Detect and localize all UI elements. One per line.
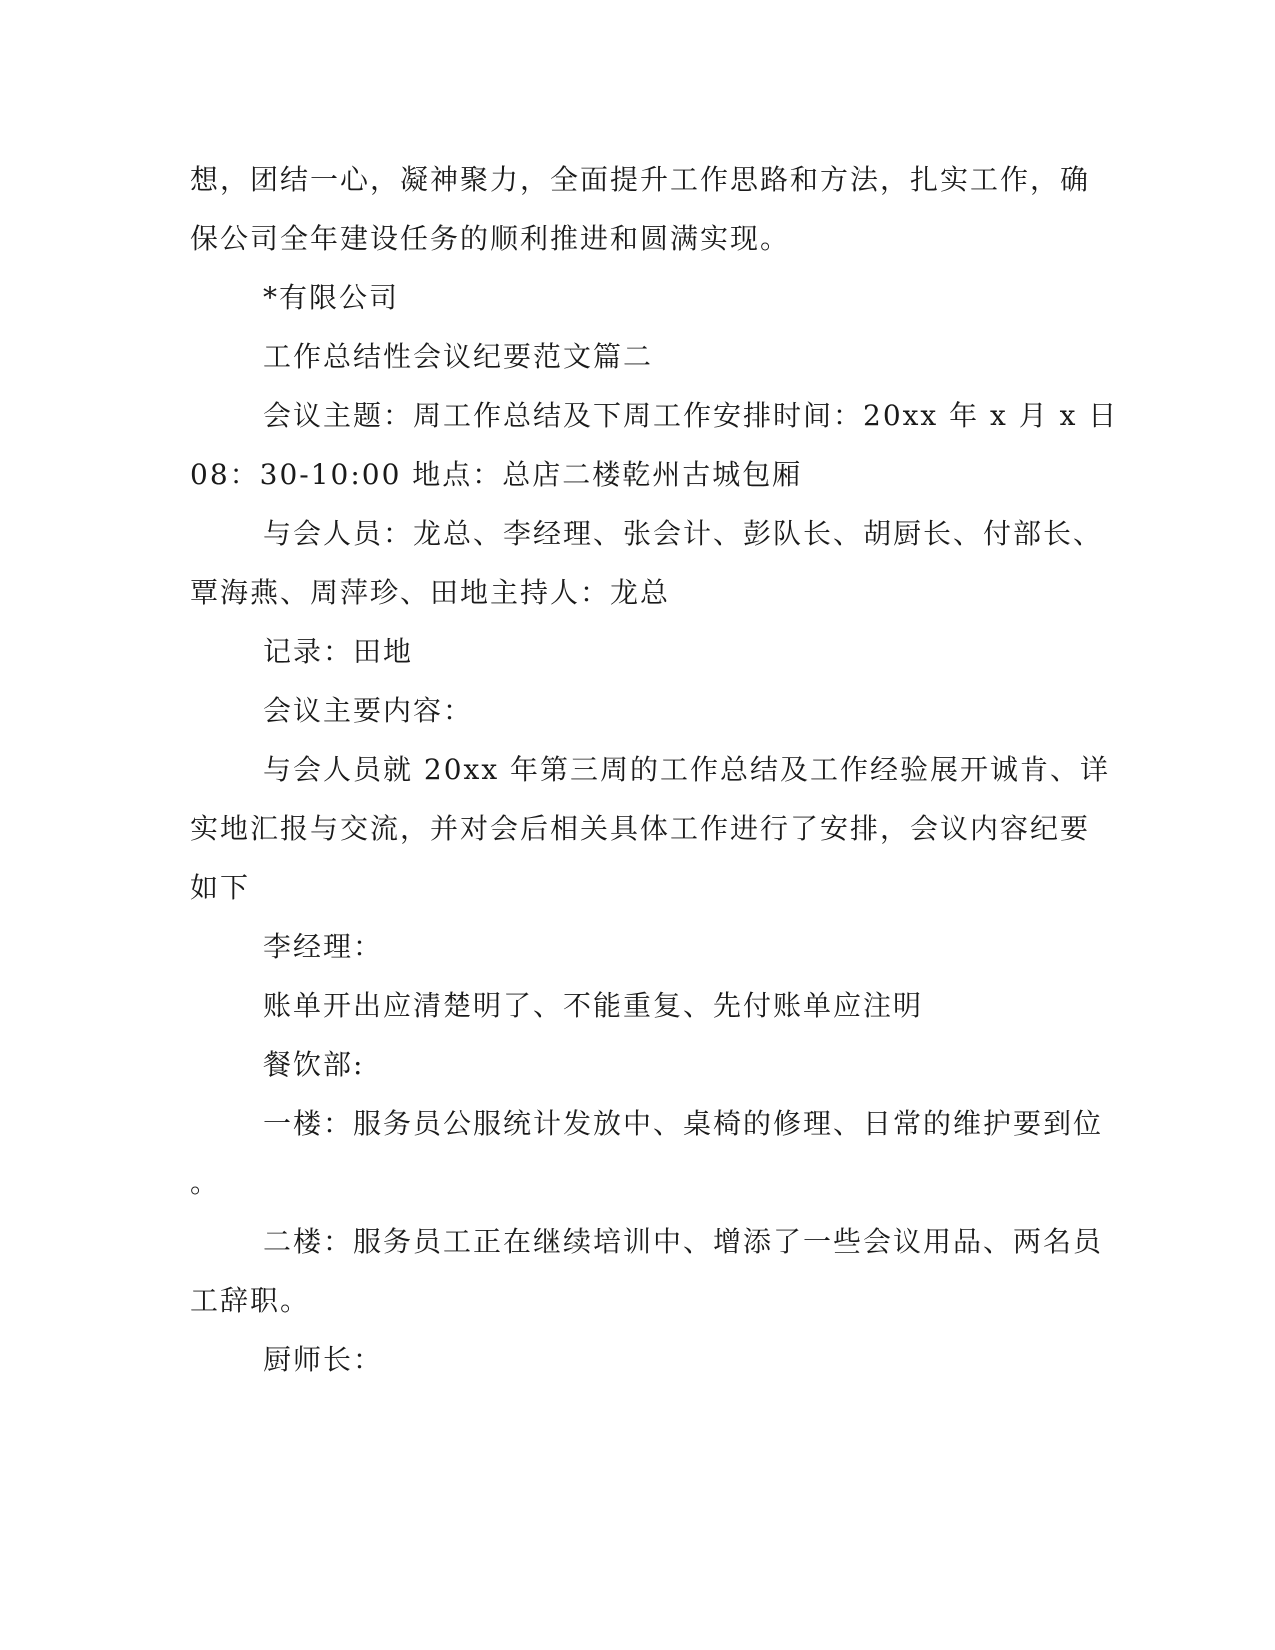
speaker-heading: 李经理： — [263, 930, 384, 963]
text-line: 如下 — [190, 871, 251, 904]
speaker-heading: 厨师长： — [263, 1343, 384, 1376]
meeting-topic: 会议主题：周工作总结及下周工作安排时间：20xx 年 x 月 x 日 — [263, 399, 1119, 432]
section-title: 工作总结性会议纪要范文篇二 — [263, 340, 654, 373]
text-line: 实地汇报与交流，并对会后相关具体工作进行了安排，会议内容纪要 — [190, 812, 1091, 845]
text-line: 。 — [190, 1166, 221, 1199]
text-line: 工辞职。 — [190, 1284, 311, 1317]
company-name: *有限公司 — [263, 281, 400, 314]
text-line: 保公司全年建设任务的顺利推进和圆满实现。 — [190, 222, 791, 255]
text-line: 一楼：服务员公服统计发放中、桌椅的修理、日常的维护要到位 — [263, 1107, 1104, 1140]
main-content-heading: 会议主要内容： — [263, 694, 474, 727]
department-heading: 餐饮部: — [263, 1048, 365, 1081]
text-line: 与会人员就 20xx 年第三周的工作总结及工作经验展开诚肯、详 — [263, 753, 1111, 786]
text-line: 二楼：服务员工正在继续培训中、增添了一些会议用品、两名员 — [263, 1225, 1104, 1258]
meeting-time-location: 08：30-10:00 地点：总店二楼乾州古城包厢 — [190, 458, 803, 491]
attendees: 与会人员：龙总、李经理、张会计、彭队长、胡厨长、付部长、 — [263, 517, 1104, 550]
text-line: 想，团结一心，凝神聚力，全面提升工作思路和方法，扎实工作，确 — [190, 163, 1091, 196]
text-line: 账单开出应清楚明了、不能重复、先付账单应注明 — [263, 989, 924, 1022]
recorder: 记录：田地 — [263, 635, 414, 668]
attendees-continued: 覃海燕、周萍珍、田地主持人：龙总 — [190, 576, 671, 609]
